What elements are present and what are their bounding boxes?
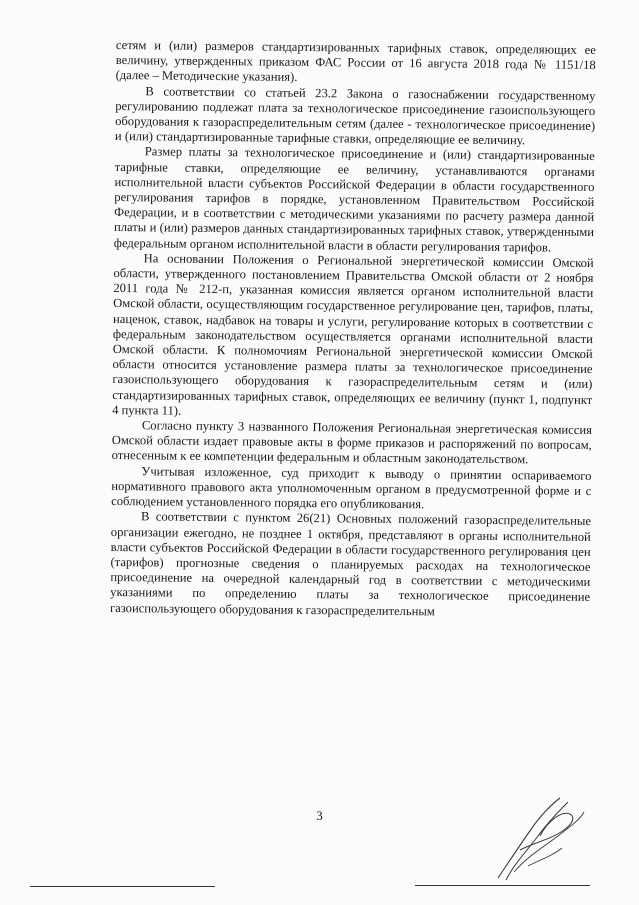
footer-rule-right [415,885,590,886]
paragraph-legal-acts: Согласно пункту 3 названного Положения Региональная энергетическая комиссия Омской области издает правовые акты в форме приказов и распоряжений по вопросам, отнесенным к ее компетенции федеральным и областным законодательством. [111,418,592,467]
paragraph-fee-size: Размер платы за технологическое присоединение и (или) стандартизированные тарифные ставки, определяющие ее величину, устанавливаются органами исполнительной власти субъектов Российской Федерации в области государственного регулирования тарифов в порядке, установленном Правительством Российской Федерации, и в соответствии с методическими указаниями по расчету размера данной платы и (или) размеров данных стандартизированных тарифных ставок, утвержденными федеральным органом исполнительной власти в области регулирования тарифов. [113,144,595,255]
footer-rule-left [30,886,215,887]
paragraph-point-26-21: В соответствии с пунктом 26(21) Основных положений газораспределительные организации ежегодно, не позднее 1 октября, представляют в органы исполнительной власти субъектов Российской Федерации в области государственного регулирования цен (тарифов) прогнозные сведения о планируемых расходах на технологическое присоединение на очередной календарный год в соответствии с методическими указаниями по определению платы за технологическое присоединение газоиспользующего оборудования к газораспределительным [109,509,592,618]
handwritten-signature [480,790,590,885]
paragraph-court-conclusion: Учитывая изложенное, суд приходит к выводу о принятии оспариваемого нормативного правового акта уполномоченным органом в предусмотренной форме и с соблюдением установленного порядка его опубликования. [111,463,592,512]
paragraph-article-23-2: В соответствии со статьей 23.2 Закона о газоснабжении государственному регулированию подлежат плата за технологическое присоединение газоиспользующего оборудования к газораспределительным сетям (далее - технологическое присоединение) и (или) стандартизированные тарифные ставки, определяющие ее величину. [114,83,596,148]
page-number: 3 [316,808,323,823]
document-body [110,38,596,621]
paragraph-commission-regulation: На основании Положения о Региональной энергетической комиссии Омской области, утвержденного постановлением Правительства Омской области от 2 ноября 2011 года № 212-п, указанная комиссия является органом исполнительной власти Омской области, осуществляющим государственное регулирование цен, тарифов, платы, наценок, ставок, надбавок на товары и услуги, регулирование которых в соответствии с федеральным законодательством осуществляется органами исполнительной власти Омской области. К полномочиям Региональной энергетической комиссии Омской области относится установление размера платы за технологическое присоединение газоиспользующего оборудования к газораспределительным сетям и (или) стандартизированных тарифных ставок, определяющих ее величину (пункт 1, подпункт 4 пункта 11). [112,251,594,418]
paragraph-continuation: сетям и (или) размеров стандартизированных тарифных ставок, определяющих ее величину, утвержденных приказом ФАС России от 16 августа 2018 года № 1151/18 (далее – Методические указания). [115,38,596,85]
